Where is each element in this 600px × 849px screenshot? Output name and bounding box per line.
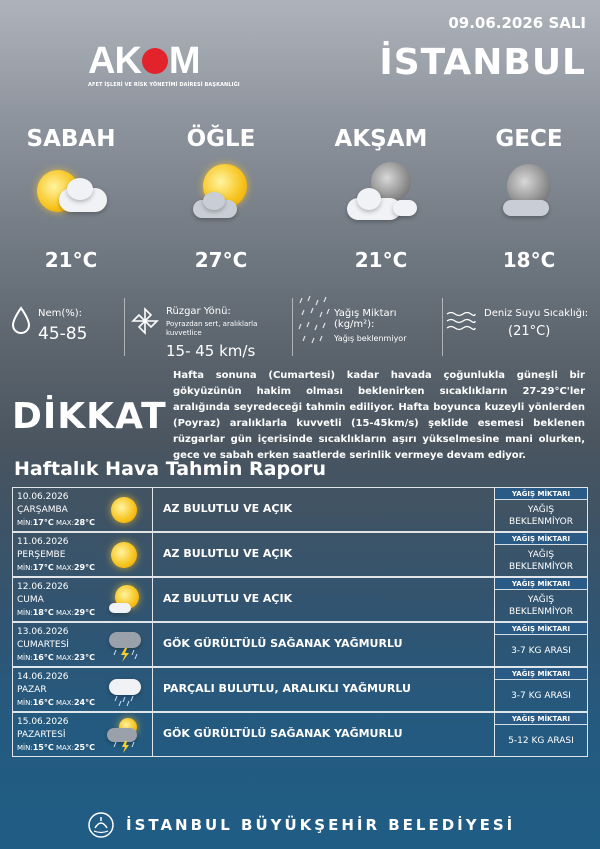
rain-amount-cell	[495, 578, 587, 621]
day-cell	[13, 668, 153, 711]
day-min-max: MİN:17°C MAX:28°C	[17, 518, 95, 527]
table-row	[12, 622, 588, 667]
moon-cloud-icon	[489, 160, 569, 230]
warning-text: Hafta sonuna (Cumartesi) kadar havada çoğunlukla güneşli bir gökyüzünün hakim olması beklenirken sıcaklıkların 27-29°C'ler aralığında seyredeceği tahmin ediliyor. Hafta boyunca kuzeyli yönlerden (Poyraz) aralıklarla kuvvetli (15-45km/s) şeklide esemesi beklenen rüzgarlar gün içerisinde sıcaklıkların aşırı yükselmesine mani olurken, gece ve sabah erken saatlerde serinlik vermeye devam ediyor.	[173, 370, 585, 461]
rain-header: YAĞIŞ MİKTARI	[495, 533, 587, 545]
weekly-report-title: Haftalık Hava Tahmin Raporu	[14, 458, 327, 480]
day-cell	[13, 623, 153, 666]
rain-amount-cell	[495, 623, 587, 666]
day-name: ÇARŞAMBA	[17, 505, 68, 515]
day-cell	[13, 578, 153, 621]
rain-amount: YAĞIŞ BEKLENMİYOR	[509, 504, 573, 527]
logo-red-circle-icon	[142, 48, 168, 74]
ibb-logo-icon	[88, 812, 114, 838]
forecast-desc-cell	[153, 623, 495, 666]
table-row	[12, 487, 588, 532]
day-date: 11.06.2026	[17, 537, 69, 547]
rain-amount: 5-12 KG ARASI	[508, 735, 574, 746]
partly-sunny-icon	[31, 160, 111, 230]
footer-text: İSTANBUL BÜYÜKŞEHİR BELEDİYESİ	[126, 816, 516, 834]
sun-cloud-icon	[105, 583, 143, 617]
humidity-label: Nem(%):	[38, 308, 83, 319]
logo-text-post: M	[168, 40, 200, 82]
rain-header: YAĞIŞ MİKTARI	[495, 578, 587, 590]
sea-temp-label: Deniz Suyu Sıcaklığı:	[484, 308, 589, 319]
day-name: PAZARTESİ	[17, 730, 66, 740]
table-row	[12, 712, 588, 757]
rain-header: YAĞIŞ MİKTARI	[495, 623, 587, 635]
forecast-desc-cell	[153, 578, 495, 621]
rain-stat	[298, 292, 438, 362]
period-temp: 18°C	[502, 248, 556, 272]
sun-icon	[105, 538, 143, 572]
period-name: ÖĞLE	[186, 126, 256, 152]
day-min-max: MİN:16°C MAX:24°C	[17, 698, 95, 707]
logo-text-pre: AK	[88, 40, 141, 82]
humidity-drop-icon	[10, 306, 32, 334]
forecast-desc: GÖK GÜRÜLTÜLÜ SAĞANAK YAĞMURLU	[163, 637, 403, 650]
day-date: 10.06.2026	[17, 492, 69, 502]
report-date: 09.06.2026 SALI	[448, 14, 586, 32]
period-temp: 27°C	[194, 248, 248, 272]
rain-header: YAĞIŞ MİKTARI	[495, 488, 587, 500]
table-row	[12, 577, 588, 622]
day-min-max: MİN:18°C MAX:29°C	[17, 608, 95, 617]
day-cell	[13, 488, 153, 531]
waves-icon	[446, 310, 476, 334]
table-row	[12, 667, 588, 712]
day-name: PAZAR	[17, 685, 47, 695]
day-name: CUMARTESİ	[17, 640, 69, 650]
day-min-max: MİN:15°C MAX:25°C	[17, 743, 95, 752]
sea-temp-value: (21°C)	[508, 324, 551, 339]
forecast-desc: AZ BULUTLU VE AÇIK	[163, 592, 293, 605]
day-cell	[13, 533, 153, 576]
wind-value: 15- 45 km/s	[166, 342, 256, 360]
forecast-desc: PARÇALI BULUTLU, ARALIKLI YAĞMURLU	[163, 682, 411, 695]
day-cell	[13, 713, 153, 756]
period-temp: 21°C	[44, 248, 98, 272]
period-ogle	[151, 126, 291, 272]
forecast-desc-cell	[153, 668, 495, 711]
period-sabah	[1, 126, 141, 272]
warning-title: DİKKAT	[12, 396, 167, 437]
rain-drops-icon	[298, 294, 332, 348]
day-min-max: MİN:17°C MAX:29°C	[17, 563, 95, 572]
forecast-desc-cell	[153, 488, 495, 531]
rain-amount: 3-7 KG ARASI	[511, 645, 571, 656]
day-min-max: MİN:16°C MAX:23°C	[17, 653, 95, 662]
forecast-desc: AZ BULUTLU VE AÇIK	[163, 502, 293, 515]
day-date: 12.06.2026	[17, 582, 69, 592]
humidity-stat	[8, 292, 120, 362]
rain-amount-cell	[495, 533, 587, 576]
day-name: CUMA	[17, 595, 44, 605]
sun-icon	[105, 493, 143, 527]
akom-logo	[88, 40, 240, 92]
table-row	[12, 532, 588, 577]
day-date: 13.06.2026	[17, 627, 69, 637]
humidity-value: 45-85	[38, 324, 88, 344]
wind-label: Rüzgar Yönü:	[166, 306, 231, 317]
sun-cloud-icon	[181, 160, 261, 230]
day-date: 14.06.2026	[17, 672, 69, 682]
rain-amount-cell	[495, 713, 587, 756]
rain-amount: YAĞIŞ BEKLENMİYOR	[509, 594, 573, 617]
logo-subtitle: AFET İŞLERİ VE RİSK YÖNETİMİ DAİRESİ BAŞKANLIĞI	[88, 82, 240, 88]
day-date: 15.06.2026	[17, 717, 69, 727]
wind-desc: Poyrazdan sert, aralıklarla kuvvetlice	[166, 320, 258, 337]
rain-amount: 3-7 KG ARASI	[511, 690, 571, 701]
wind-stat	[128, 292, 290, 362]
rain-amount-cell	[495, 668, 587, 711]
period-name: GECE	[495, 126, 563, 152]
period-gece	[459, 126, 599, 272]
period-name: AKŞAM	[334, 126, 428, 152]
period-temp: 21°C	[354, 248, 408, 272]
footer	[0, 810, 600, 840]
forecast-desc-cell	[153, 533, 495, 576]
period-name: SABAH	[26, 126, 116, 152]
sun-thunderstorm-icon	[105, 718, 143, 752]
rain-amount: YAĞIŞ BEKLENMİYOR	[509, 549, 573, 572]
rain-header: YAĞIŞ MİKTARI	[495, 713, 587, 725]
forecast-desc: GÖK GÜRÜLTÜLÜ SAĞANAK YAĞMURLU	[163, 727, 403, 740]
rain-value: Yağış beklenmiyor	[334, 334, 407, 343]
sea-temp-stat	[446, 292, 596, 362]
day-name: PERŞEMBE	[17, 550, 66, 560]
rain-amount-cell	[495, 488, 587, 531]
thunderstorm-icon	[105, 628, 143, 662]
forecast-desc-cell	[153, 713, 495, 756]
rain-label: Yağış Miktarı (kg/m²):	[334, 308, 397, 330]
rain-header: YAĞIŞ MİKTARI	[495, 668, 587, 680]
period-aksam	[311, 126, 451, 272]
weather-stats	[0, 292, 600, 362]
city-name: İSTANBUL	[379, 42, 586, 83]
forecast-desc: AZ BULUTLU VE AÇIK	[163, 547, 293, 560]
rain-cloud-icon	[105, 673, 143, 707]
windmill-icon	[130, 306, 160, 336]
moon-cloud-icon	[341, 160, 421, 230]
